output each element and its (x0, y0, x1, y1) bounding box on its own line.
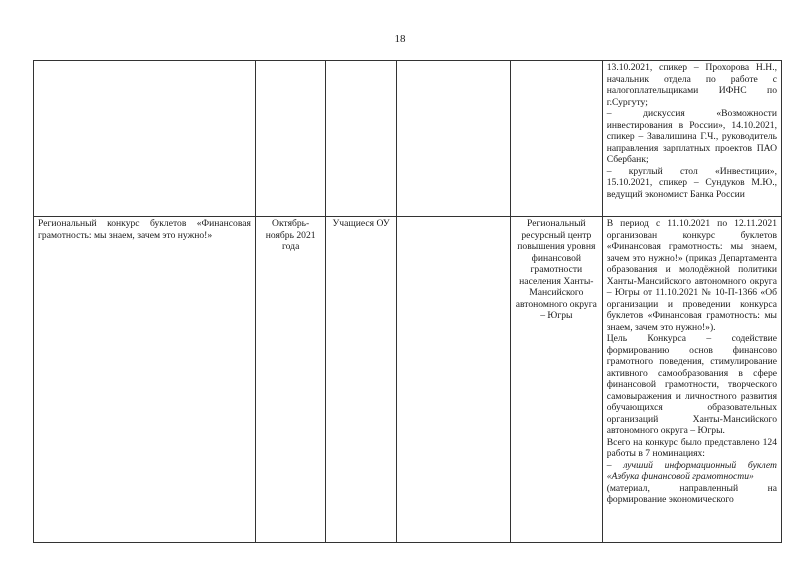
results-paragraph: – круглый стол «Инвестиции», 15.10.2021, спикер – Сундуков М.Ю., ведущий экономист Банка России (606, 165, 777, 200)
results-paragraph: – дискуссия «Возможности инвестирования в России», 14.10.2021, спикер – Завалишина Г.Ч., руководитель направления зарплатных проектов ПАО Сбербанк; (606, 108, 777, 165)
results-paragraph: Цель Конкурса – содействие формированию основ финансово грамотного поведения, стимулирование активного самообразования в сфере финансовой грамотности, творческого самовыражения и личностного развития обучающихся образовательных организаций Ханты-Мансийского автономного округа – Югры. (606, 333, 777, 436)
events-table (33, 60, 782, 543)
page-number: 18 (394, 33, 406, 45)
results-cell (602, 217, 781, 543)
results-paragraph: 13.10.2021, спикер – Прохорова Н.Н., начальник отдела по работе с налогоплательщиками ИФНС по г.Сургуту; (606, 62, 777, 108)
results-cell (602, 61, 781, 217)
event-cell (34, 61, 256, 217)
results-paragraph: Всего на конкурс было представлено 124 работы в 7 номинациях: (606, 436, 777, 459)
participants-cell (326, 61, 396, 217)
results-paragraph: (материал, направленный на формирование экономического (606, 482, 777, 505)
empty-cell (396, 217, 510, 543)
empty-cell (396, 61, 510, 217)
table-row (34, 217, 782, 543)
event-cell: Региональный конкурс буклетов «Финансовая грамотность: мы знаем, зачем это нужно!» (34, 217, 256, 543)
results-paragraph: В период с 11.10.2021 по 12.11.2021 организован конкурс буклетов «Финансовая грамотность: мы знаем, зачем это нужно!» (приказ Департамента образования и молодёжной политики Ханты-Мансийского автономного округа – Югры от 11.10.2021 № 10-П-1366 «Об организации и проведении конкурса буклетов «Финансовая грамотность: мы знаем, зачем это нужно!»). (606, 218, 777, 333)
table-row (34, 61, 782, 217)
dates-cell: Октябрь-ноябрь 2021 года (255, 217, 325, 543)
organizer-cell (510, 61, 602, 217)
dates-cell (255, 61, 325, 217)
participants-cell: Учащиеся ОУ (326, 217, 396, 543)
nomination-item: – лучший информационный буклет «Азбука финансовой грамотности» (606, 459, 777, 482)
organizer-cell: Региональный ресурсный центр повышения уровня финансовой грамотности населения Ханты-Мансийского автономного округа – Югры (510, 217, 602, 543)
